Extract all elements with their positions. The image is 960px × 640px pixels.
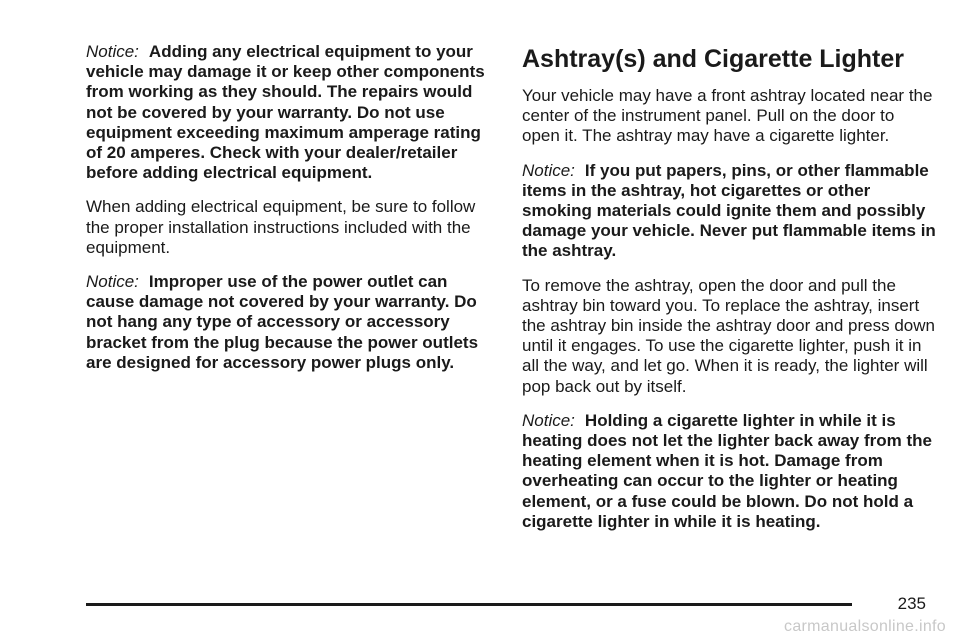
notice-flammable-items [522, 161, 936, 262]
notice-text: Holding a cigarette lighter in while it is heating does not let the lighter back away from the heating element when it is hot. Damage from overheating can occur to the lighter or heating element, or a fuse could be blown. Do not hold a cigarette lighter in while it is heating. [522, 410, 932, 531]
notice-label: Notice: [522, 160, 575, 180]
left-column [86, 42, 494, 387]
notice-power-outlet [86, 272, 494, 373]
footer-rule [86, 603, 852, 606]
notice-text: Adding any electrical equipment to your vehicle may damage it or keep other components from working as they should. The repairs would not be covered by your warranty. Do not use equipment exceeding maximum amperage rating of 20 amperes. Check with your dealer/retailer before adding electrical equipment. [86, 42, 485, 183]
notice-label: Notice: [86, 42, 139, 61]
watermark: carmanualsonline.info [784, 618, 946, 635]
notice-label: Notice: [86, 272, 139, 292]
ashtray-location-paragraph: Your vehicle may have a front ashtray located near the center of the instrument panel. Pull on the door to open it. The ashtray may have a cigarette lighter. [522, 86, 933, 146]
section-heading: Ashtray(s) and Cigarette Lighter [522, 45, 905, 73]
right-column [522, 42, 936, 546]
ashtray-usage-paragraph: To remove the ashtray, open the door and pull the ashtray bin toward you. To replace the ashtray, insert the ashtray bin inside the ashtray door and press down until it engages. To use the cigarette lighter, push it in all the way, and let go. When it is ready, the lighter will pop back out by itself. [522, 275, 935, 396]
notice-electrical-equipment [86, 42, 494, 183]
installation-paragraph: When adding electrical equipment, be sure to follow the proper installation instructions included with the equipment. [86, 197, 476, 257]
notice-label: Notice: [522, 410, 575, 430]
page-number: 235 [897, 594, 926, 613]
notice-text: Improper use of the power outlet can cause damage not covered by your warranty. Do not hang any type of accessory or accessory bracket from the plug because the power outlets are designed for accessory power plugs only. [86, 272, 479, 372]
notice-lighter-heating [522, 411, 936, 532]
notice-text: If you put papers, pins, or other flammable items in the ashtray, hot cigarettes or other smoking materials could ignite them and possibly damage your vehicle. Never put flammable items in the ashtray. [522, 160, 936, 261]
